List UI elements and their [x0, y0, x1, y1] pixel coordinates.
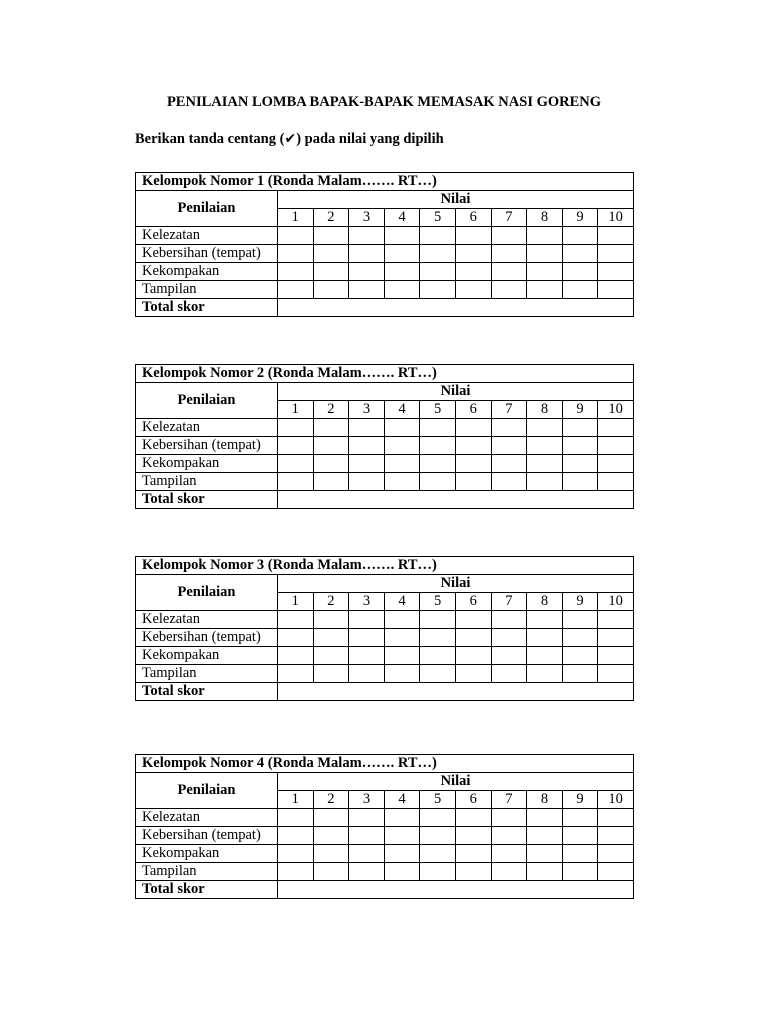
criterion-label: Tampilan — [136, 281, 278, 299]
score-cell[interactable] — [420, 611, 456, 629]
criterion-label: Kelezatan — [136, 227, 278, 245]
nilai-label: Nilai — [278, 383, 634, 401]
score-number: 7 — [491, 593, 527, 611]
score-cell[interactable] — [491, 419, 527, 437]
score-cell[interactable] — [278, 647, 314, 665]
total-label: Total skor — [136, 683, 278, 701]
score-cell[interactable] — [527, 863, 563, 881]
score-number: 2 — [313, 209, 349, 227]
score-number: 7 — [491, 791, 527, 809]
score-cell[interactable] — [349, 647, 385, 665]
criterion-label: Kelezatan — [136, 809, 278, 827]
table-row — [136, 419, 634, 437]
score-cell[interactable] — [455, 863, 491, 881]
instruction-text — [135, 130, 444, 148]
column-title-row — [136, 575, 634, 593]
score-cell[interactable] — [384, 647, 420, 665]
score-cell[interactable] — [491, 665, 527, 683]
score-number: 5 — [420, 401, 456, 419]
score-cell[interactable] — [562, 863, 598, 881]
total-label: Total skor — [136, 881, 278, 899]
score-number: 8 — [527, 593, 563, 611]
score-cell[interactable] — [491, 281, 527, 299]
score-cell[interactable] — [313, 281, 349, 299]
score-cell[interactable] — [598, 611, 634, 629]
score-cell[interactable] — [598, 227, 634, 245]
score-number: 1 — [278, 209, 314, 227]
score-cell[interactable] — [562, 809, 598, 827]
score-number: 6 — [455, 209, 491, 227]
score-cell[interactable] — [491, 647, 527, 665]
score-cell[interactable] — [384, 263, 420, 281]
score-cell[interactable] — [491, 809, 527, 827]
score-cell[interactable] — [384, 827, 420, 845]
score-cell[interactable] — [313, 845, 349, 863]
score-cell[interactable] — [349, 665, 385, 683]
score-table-2 — [135, 364, 634, 509]
score-cell[interactable] — [313, 827, 349, 845]
table-row — [136, 863, 634, 881]
score-number: 9 — [562, 593, 598, 611]
score-cell[interactable] — [420, 437, 456, 455]
score-cell[interactable] — [420, 245, 456, 263]
score-cell[interactable] — [384, 629, 420, 647]
table-row — [136, 455, 634, 473]
score-cell[interactable] — [278, 611, 314, 629]
score-cell[interactable] — [278, 665, 314, 683]
score-cell[interactable] — [278, 473, 314, 491]
score-cell[interactable] — [455, 245, 491, 263]
score-cell[interactable] — [420, 281, 456, 299]
score-cell[interactable] — [527, 455, 563, 473]
score-cell[interactable] — [278, 245, 314, 263]
score-cell[interactable] — [278, 827, 314, 845]
column-title-row — [136, 773, 634, 791]
score-number: 4 — [384, 209, 420, 227]
score-cell[interactable] — [420, 647, 456, 665]
score-cell[interactable] — [278, 863, 314, 881]
table-row — [136, 647, 634, 665]
score-cell[interactable] — [491, 611, 527, 629]
score-cell[interactable] — [349, 473, 385, 491]
score-number: 5 — [420, 593, 456, 611]
penilaian-label: Penilaian — [136, 575, 278, 611]
score-cell[interactable] — [598, 863, 634, 881]
score-cell[interactable] — [384, 245, 420, 263]
score-number: 1 — [278, 401, 314, 419]
score-cell[interactable] — [455, 809, 491, 827]
score-cell[interactable] — [278, 281, 314, 299]
score-cell[interactable] — [420, 473, 456, 491]
score-number: 2 — [313, 791, 349, 809]
score-cell[interactable] — [349, 455, 385, 473]
score-cell[interactable] — [598, 281, 634, 299]
score-cell[interactable] — [527, 647, 563, 665]
score-cell[interactable] — [313, 611, 349, 629]
score-cell[interactable] — [527, 473, 563, 491]
instruction-after: ) pada nilai yang dipilih — [296, 131, 444, 147]
table-row — [136, 437, 634, 455]
score-cell[interactable] — [455, 629, 491, 647]
score-cell[interactable] — [491, 227, 527, 245]
score-cell[interactable] — [313, 863, 349, 881]
score-number: 10 — [598, 401, 634, 419]
score-number: 10 — [598, 791, 634, 809]
score-cell[interactable] — [598, 665, 634, 683]
score-cell[interactable] — [455, 227, 491, 245]
score-number: 2 — [313, 593, 349, 611]
score-number: 6 — [455, 593, 491, 611]
table-header-row — [136, 755, 634, 773]
score-cell[interactable] — [349, 419, 385, 437]
score-number: 5 — [420, 209, 456, 227]
score-cell[interactable] — [384, 419, 420, 437]
score-cell[interactable] — [491, 845, 527, 863]
score-cell[interactable] — [278, 809, 314, 827]
score-number: 5 — [420, 791, 456, 809]
score-cell[interactable] — [598, 845, 634, 863]
score-cell[interactable] — [384, 437, 420, 455]
score-cell[interactable] — [491, 263, 527, 281]
score-cell[interactable] — [491, 629, 527, 647]
score-cell[interactable] — [562, 827, 598, 845]
score-cell[interactable] — [349, 227, 385, 245]
score-cell[interactable] — [349, 845, 385, 863]
score-cell[interactable] — [527, 419, 563, 437]
total-value-cell[interactable] — [278, 299, 634, 317]
total-row — [136, 881, 634, 899]
score-number: 3 — [349, 209, 385, 227]
score-cell[interactable] — [562, 665, 598, 683]
group-header: Kelompok Nomor 2 (Ronda Malam……. RT…) — [136, 365, 634, 383]
score-cell[interactable] — [313, 419, 349, 437]
table-row — [136, 227, 634, 245]
score-cell[interactable] — [598, 473, 634, 491]
score-cell[interactable] — [527, 845, 563, 863]
score-cell[interactable] — [455, 845, 491, 863]
score-cell[interactable] — [384, 863, 420, 881]
score-cell[interactable] — [349, 281, 385, 299]
score-cell[interactable] — [384, 227, 420, 245]
score-cell[interactable] — [598, 419, 634, 437]
score-cell[interactable] — [313, 227, 349, 245]
score-table-3 — [135, 556, 634, 701]
score-cell[interactable] — [420, 629, 456, 647]
score-cell[interactable] — [384, 281, 420, 299]
criterion-label: Kekompakan — [136, 455, 278, 473]
score-cell[interactable] — [349, 863, 385, 881]
score-cell[interactable] — [349, 629, 385, 647]
table-row — [136, 263, 634, 281]
score-cell[interactable] — [562, 227, 598, 245]
criterion-label: Tampilan — [136, 665, 278, 683]
column-title-row — [136, 191, 634, 209]
score-cell[interactable] — [455, 473, 491, 491]
criterion-label: Tampilan — [136, 473, 278, 491]
score-cell[interactable] — [598, 455, 634, 473]
table-row — [136, 245, 634, 263]
total-value-cell[interactable] — [278, 881, 634, 899]
check-icon: ✔ — [284, 131, 297, 147]
table-row — [136, 629, 634, 647]
score-cell[interactable] — [598, 809, 634, 827]
score-cell[interactable] — [562, 647, 598, 665]
score-cell[interactable] — [313, 647, 349, 665]
score-cell[interactable] — [455, 827, 491, 845]
score-cell[interactable] — [455, 281, 491, 299]
score-cell[interactable] — [313, 455, 349, 473]
page-title: PENILAIAN LOMBA BAPAK-BAPAK MEMASAK NASI GORENG — [166, 94, 602, 110]
score-cell[interactable] — [527, 809, 563, 827]
score-cell[interactable] — [313, 263, 349, 281]
score-cell[interactable] — [384, 455, 420, 473]
score-cell[interactable] — [527, 281, 563, 299]
score-number: 4 — [384, 593, 420, 611]
criterion-label: Kelezatan — [136, 611, 278, 629]
criterion-label: Kebersihan (tempat) — [136, 245, 278, 263]
penilaian-label: Penilaian — [136, 191, 278, 227]
score-cell[interactable] — [349, 611, 385, 629]
score-number: 6 — [455, 791, 491, 809]
penilaian-label: Penilaian — [136, 773, 278, 809]
penilaian-label: Penilaian — [136, 383, 278, 419]
total-row — [136, 491, 634, 509]
score-cell[interactable] — [527, 629, 563, 647]
score-number: 3 — [349, 593, 385, 611]
criterion-label: Kebersihan (tempat) — [136, 827, 278, 845]
score-cell[interactable] — [278, 227, 314, 245]
total-row — [136, 299, 634, 317]
score-number: 9 — [562, 401, 598, 419]
score-cell[interactable] — [420, 665, 456, 683]
score-number: 8 — [527, 401, 563, 419]
score-cell[interactable] — [384, 845, 420, 863]
score-cell[interactable] — [313, 629, 349, 647]
score-number: 3 — [349, 401, 385, 419]
score-cell[interactable] — [491, 827, 527, 845]
score-number: 8 — [527, 791, 563, 809]
group-header: Kelompok Nomor 3 (Ronda Malam……. RT…) — [136, 557, 634, 575]
score-cell[interactable] — [420, 455, 456, 473]
score-cell[interactable] — [598, 263, 634, 281]
score-cell[interactable] — [384, 809, 420, 827]
score-cell[interactable] — [384, 473, 420, 491]
score-table-1 — [135, 172, 634, 317]
score-number: 1 — [278, 593, 314, 611]
table-header-row — [136, 173, 634, 191]
score-number: 10 — [598, 593, 634, 611]
total-label: Total skor — [136, 299, 278, 317]
score-cell[interactable] — [420, 227, 456, 245]
score-cell[interactable] — [527, 437, 563, 455]
score-cell[interactable] — [527, 263, 563, 281]
score-cell[interactable] — [491, 863, 527, 881]
criterion-label: Kekompakan — [136, 845, 278, 863]
score-number: 7 — [491, 401, 527, 419]
group-header: Kelompok Nomor 4 (Ronda Malam……. RT…) — [136, 755, 634, 773]
total-label: Total skor — [136, 491, 278, 509]
criterion-label: Tampilan — [136, 863, 278, 881]
table-header-row — [136, 557, 634, 575]
score-cell[interactable] — [598, 245, 634, 263]
total-value-cell[interactable] — [278, 491, 634, 509]
score-cell[interactable] — [278, 455, 314, 473]
score-cell[interactable] — [562, 629, 598, 647]
score-cell[interactable] — [562, 263, 598, 281]
score-number: 1 — [278, 791, 314, 809]
score-cell[interactable] — [384, 611, 420, 629]
score-cell[interactable] — [455, 263, 491, 281]
score-cell[interactable] — [562, 245, 598, 263]
score-cell[interactable] — [598, 647, 634, 665]
score-cell[interactable] — [562, 455, 598, 473]
score-cell[interactable] — [420, 863, 456, 881]
score-cell[interactable] — [278, 263, 314, 281]
table-header-row — [136, 365, 634, 383]
score-cell[interactable] — [562, 281, 598, 299]
score-cell[interactable] — [278, 845, 314, 863]
score-cell[interactable] — [491, 245, 527, 263]
score-cell[interactable] — [420, 827, 456, 845]
score-cell[interactable] — [491, 437, 527, 455]
score-cell[interactable] — [598, 827, 634, 845]
score-cell[interactable] — [384, 665, 420, 683]
score-cell[interactable] — [420, 263, 456, 281]
score-cell[interactable] — [278, 629, 314, 647]
total-row — [136, 683, 634, 701]
score-cell[interactable] — [278, 419, 314, 437]
score-cell[interactable] — [455, 611, 491, 629]
total-value-cell[interactable] — [278, 683, 634, 701]
score-number: 8 — [527, 209, 563, 227]
score-cell[interactable] — [527, 827, 563, 845]
score-cell[interactable] — [420, 809, 456, 827]
score-cell[interactable] — [455, 665, 491, 683]
table-row — [136, 611, 634, 629]
score-cell[interactable] — [491, 473, 527, 491]
score-cell[interactable] — [420, 845, 456, 863]
score-cell[interactable] — [562, 419, 598, 437]
group-header: Kelompok Nomor 1 (Ronda Malam……. RT…) — [136, 173, 634, 191]
score-cell[interactable] — [455, 647, 491, 665]
score-cell[interactable] — [527, 245, 563, 263]
score-cell[interactable] — [527, 611, 563, 629]
score-cell[interactable] — [349, 263, 385, 281]
score-number: 10 — [598, 209, 634, 227]
score-number: 9 — [562, 791, 598, 809]
table-row — [136, 473, 634, 491]
instruction-before: Berikan tanda centang ( — [135, 131, 285, 147]
score-cell[interactable] — [313, 809, 349, 827]
score-cell[interactable] — [455, 455, 491, 473]
score-cell[interactable] — [313, 245, 349, 263]
score-cell[interactable] — [313, 665, 349, 683]
score-cell[interactable] — [562, 437, 598, 455]
score-cell[interactable] — [598, 437, 634, 455]
score-cell[interactable] — [491, 455, 527, 473]
column-title-row — [136, 383, 634, 401]
table-row — [136, 845, 634, 863]
score-number: 7 — [491, 209, 527, 227]
score-table-4 — [135, 754, 634, 899]
score-cell[interactable] — [420, 419, 456, 437]
score-cell[interactable] — [349, 809, 385, 827]
score-number: 3 — [349, 791, 385, 809]
score-cell[interactable] — [562, 473, 598, 491]
score-number: 4 — [384, 401, 420, 419]
score-cell[interactable] — [349, 437, 385, 455]
score-cell[interactable] — [598, 629, 634, 647]
nilai-label: Nilai — [278, 575, 634, 593]
criterion-label: Kekompakan — [136, 263, 278, 281]
score-cell[interactable] — [313, 437, 349, 455]
score-cell[interactable] — [455, 419, 491, 437]
criterion-label: Kelezatan — [136, 419, 278, 437]
score-cell[interactable] — [527, 227, 563, 245]
score-cell[interactable] — [313, 473, 349, 491]
criterion-label: Kekompakan — [136, 647, 278, 665]
table-row — [136, 827, 634, 845]
nilai-label: Nilai — [278, 773, 634, 791]
table-row — [136, 281, 634, 299]
criterion-label: Kebersihan (tempat) — [136, 629, 278, 647]
score-cell[interactable] — [527, 665, 563, 683]
score-cell[interactable] — [278, 437, 314, 455]
criterion-label: Kebersihan (tempat) — [136, 437, 278, 455]
score-number: 4 — [384, 791, 420, 809]
score-number: 6 — [455, 401, 491, 419]
score-number: 9 — [562, 209, 598, 227]
score-cell[interactable] — [455, 437, 491, 455]
score-cell[interactable] — [349, 245, 385, 263]
score-cell[interactable] — [562, 845, 598, 863]
table-row — [136, 809, 634, 827]
score-cell[interactable] — [562, 611, 598, 629]
score-cell[interactable] — [349, 827, 385, 845]
nilai-label: Nilai — [278, 191, 634, 209]
score-number: 2 — [313, 401, 349, 419]
table-row — [136, 665, 634, 683]
